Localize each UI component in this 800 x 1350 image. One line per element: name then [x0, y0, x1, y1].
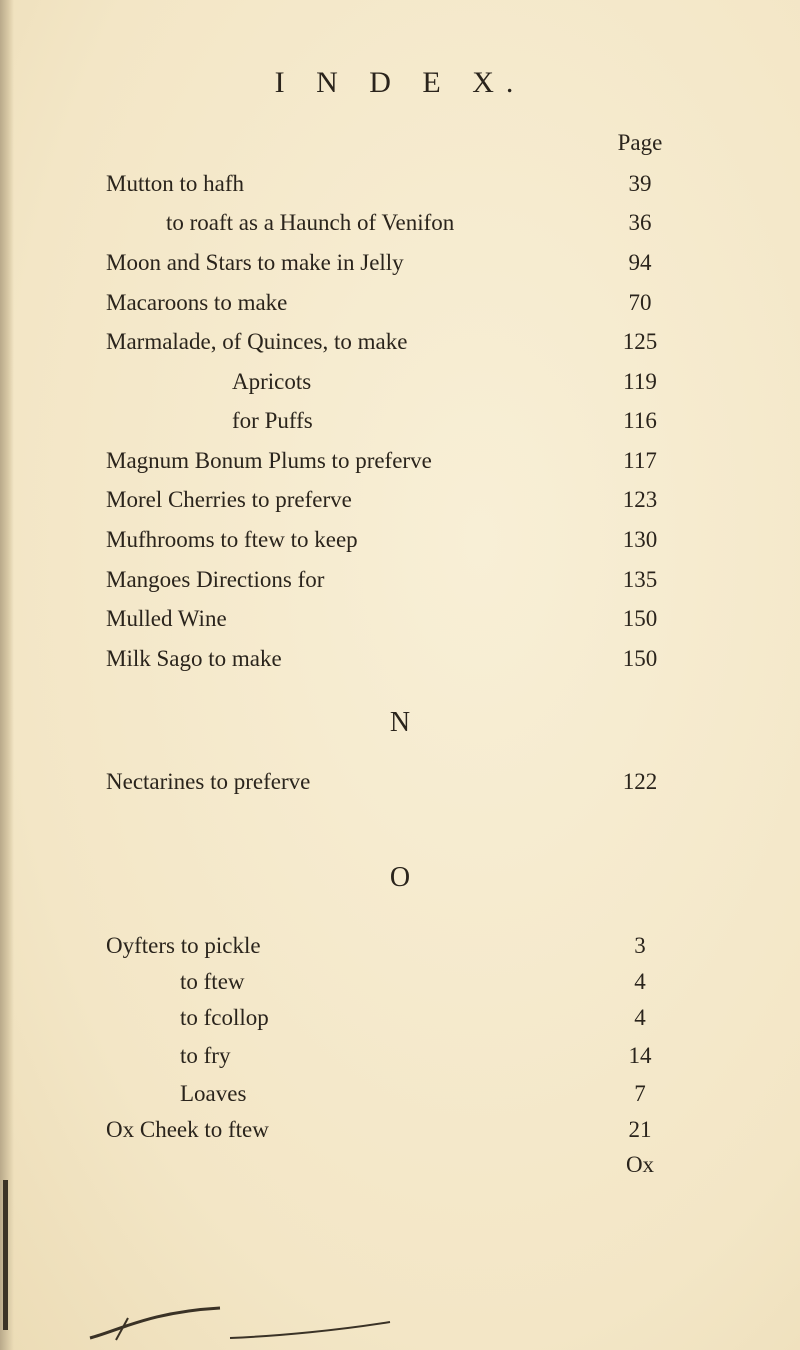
section-letter-n: N — [389, 707, 411, 738]
entry-page: 70 — [628, 290, 652, 315]
entry-text: Loaves — [180, 1081, 247, 1106]
entry-text: Morel Cherries to preferve — [106, 487, 352, 512]
index-entry — [0, 599, 800, 639]
entry-page: 119 — [623, 369, 657, 394]
entry-page: 94 — [628, 250, 652, 275]
index-entry — [0, 441, 800, 481]
entry-page: 123 — [622, 487, 658, 512]
entry-page: 125 — [622, 329, 658, 354]
index-entry — [0, 560, 800, 600]
entry-text: Macaroons to make — [106, 290, 288, 315]
page-column-label: Page — [617, 130, 663, 155]
page-edge-mark — [3, 1180, 8, 1330]
entry-text: Moon and Stars to make in Jelly — [106, 250, 404, 275]
entry-page: 36 — [628, 210, 652, 235]
index-entry — [0, 1036, 800, 1076]
entry-text: Nectarines to preferve — [106, 769, 311, 794]
index-entry — [0, 243, 800, 283]
entry-text: Oyfters to pickle — [106, 933, 261, 958]
entry-page: 150 — [622, 606, 658, 631]
flourish-ornament — [80, 1300, 400, 1346]
entry-text: to roaft as a Haunch of Venifon — [166, 210, 455, 235]
entry-text: Mangoes Directions for — [106, 567, 325, 592]
entry-page: 130 — [622, 527, 658, 552]
catchword: Ox — [625, 1152, 655, 1177]
entry-text: Marmalade, of Quinces, to make — [106, 329, 408, 354]
entry-page: 39 — [628, 171, 652, 196]
index-entry — [0, 639, 800, 679]
entry-text: to fry — [180, 1043, 231, 1068]
index-entry — [0, 480, 800, 520]
index-entry — [0, 520, 800, 560]
entry-text: Apricots — [232, 369, 312, 394]
index-entry — [0, 1110, 800, 1150]
index-entry — [0, 203, 800, 243]
section-letter-o: O — [389, 862, 411, 893]
entry-page: 7 — [634, 1081, 646, 1106]
entry-page: 116 — [623, 408, 657, 433]
entry-text: Mulled Wine — [106, 606, 227, 631]
entry-page: 4 — [634, 969, 646, 994]
entry-text: for Puffs — [232, 408, 313, 433]
index-entry — [0, 322, 800, 362]
index-entry — [0, 401, 800, 441]
index-entry — [0, 762, 800, 802]
entry-page: 4 — [634, 1005, 646, 1030]
entry-page: 21 — [628, 1117, 652, 1142]
index-entry — [0, 164, 800, 204]
entry-text: Ox Cheek to ftew — [106, 1117, 269, 1142]
index-entry — [0, 998, 800, 1038]
index-entry — [0, 926, 800, 966]
index-entry — [0, 1074, 800, 1114]
entry-page: 117 — [623, 448, 657, 473]
entry-page: 150 — [622, 646, 658, 671]
entry-text: Magnum Bonum Plums to preferve — [106, 448, 432, 473]
entry-page: 122 — [622, 769, 658, 794]
entry-page: 135 — [622, 567, 658, 592]
entry-text: to fcollop — [180, 1005, 269, 1030]
page-header: I N D E X. — [274, 66, 526, 99]
index-entry — [0, 962, 800, 1002]
index-entry — [0, 362, 800, 402]
entry-text: Mutton to hafh — [106, 171, 244, 196]
entry-text: Milk Sago to make — [106, 646, 282, 671]
entry-page: 14 — [628, 1043, 652, 1068]
entry-text: to ftew — [180, 969, 245, 994]
entry-page: 3 — [634, 933, 646, 958]
entry-text: Mufhrooms to ftew to keep — [106, 527, 358, 552]
index-entry — [0, 283, 800, 323]
